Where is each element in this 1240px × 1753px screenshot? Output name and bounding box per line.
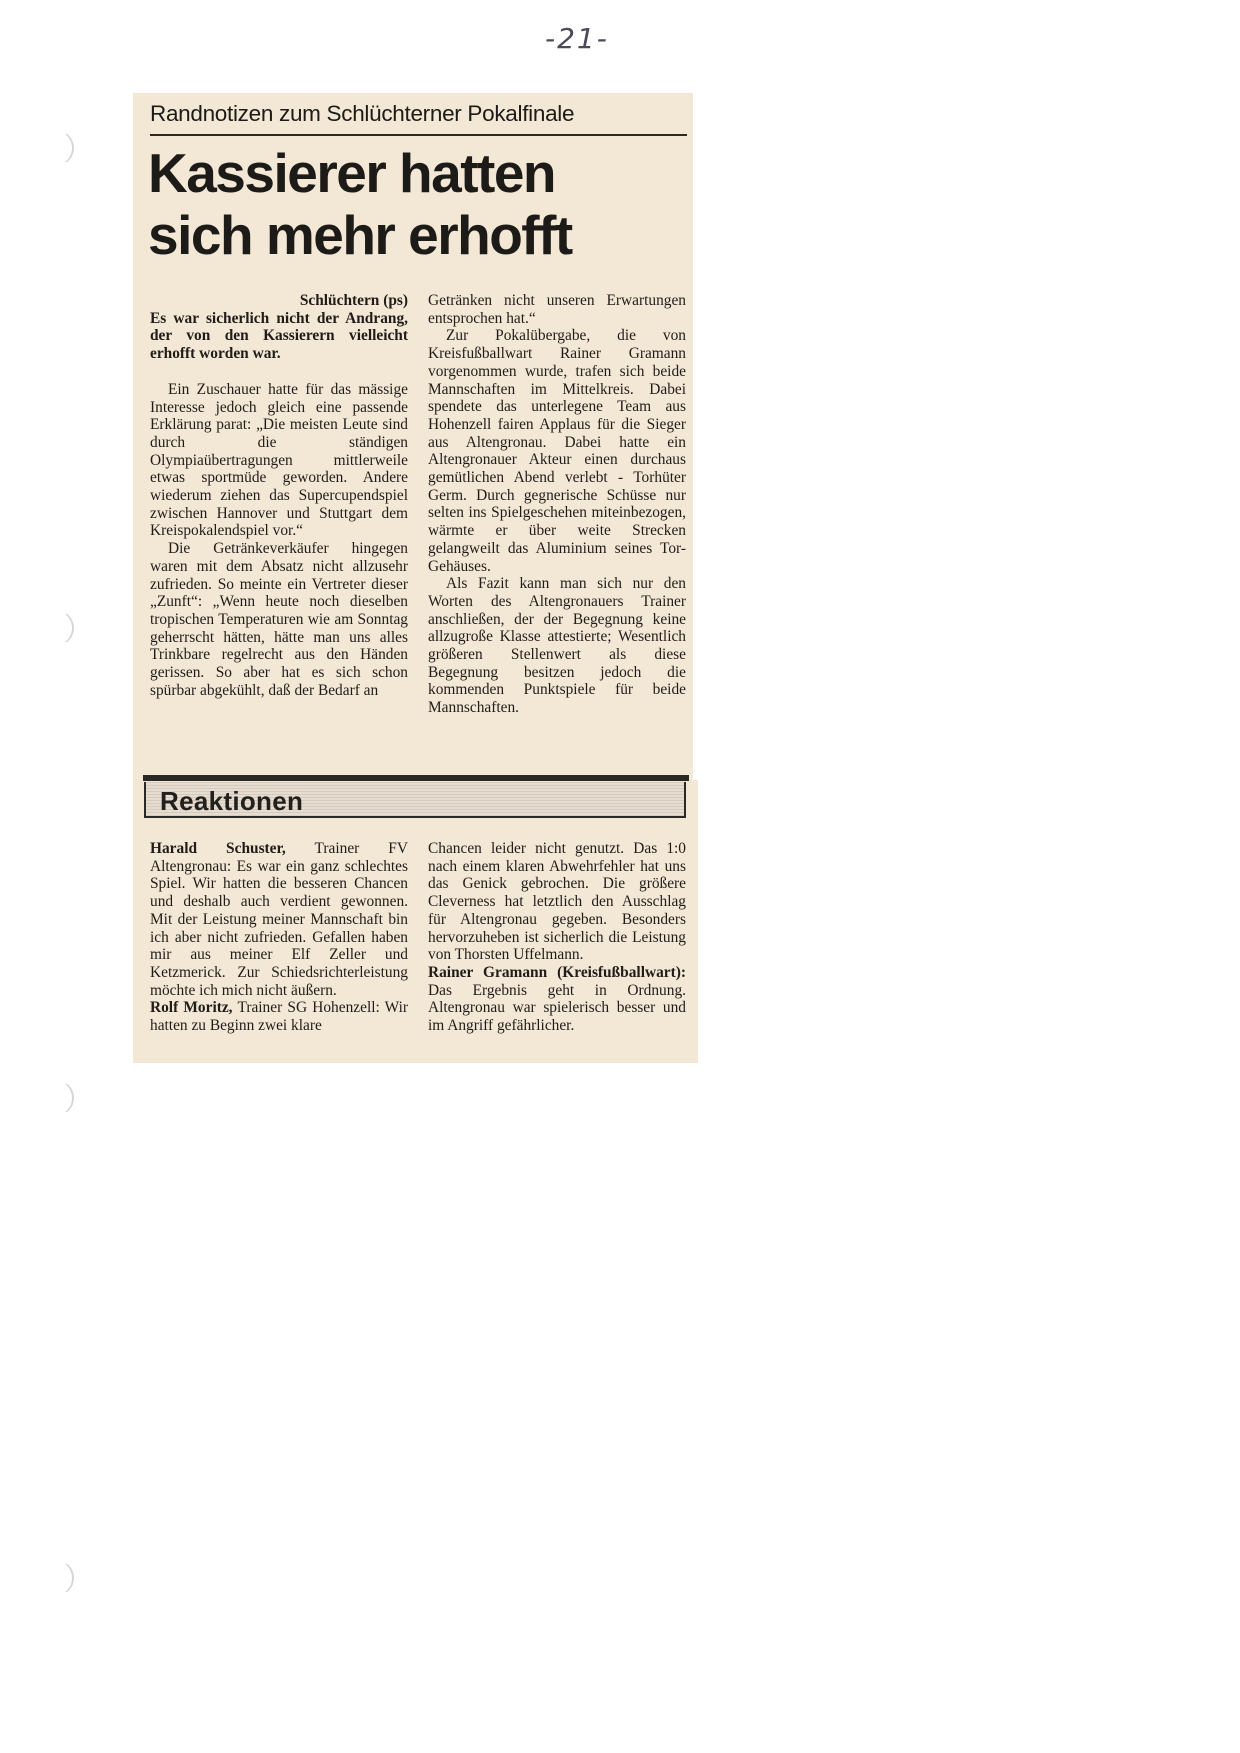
article-kicker: Randnotizen zum Schlüchterner Pokalfinale bbox=[150, 101, 575, 126]
punch-hole-mark bbox=[38, 1560, 74, 1596]
article-paragraph: Die Getränkeverkäufer hingegen waren mit dem Absatz nicht allzusehr zufrieden. So meinte ein Vertreter dieser „Zunft“: „Wenn heute noch dieselben tropischen Temperaturen wie am Sonntag geherrscht hätten, hätte man uns alles Trinkbare regelrecht aus den Händen gerissen. So aber hat es sich schon spürbar abgekühlt, daß der Bedarf an bbox=[150, 540, 408, 699]
section-title: Reaktionen bbox=[160, 786, 304, 816]
reaction-entry bbox=[428, 840, 686, 964]
reactions-column-1 bbox=[150, 840, 408, 1035]
headline-line-2: sich mehr erhofft bbox=[148, 204, 572, 266]
article-lead: Es war sicherlich nicht der Andrang, der von den Kassierern vielleicht erhofft worden war. bbox=[150, 309, 408, 363]
punch-hole-mark bbox=[38, 130, 74, 166]
article-column-1 bbox=[150, 292, 408, 699]
reaction-text: Trainer FV Altengronau: Es war ein ganz schlechtes Spiel. Wir hatten die besseren Chancen und deshalb auch verdient gewonnen. Mit der Leistung meiner Mannschaft bin ich aber nicht zufrieden. Gefallen haben mir aus meiner Elf Zeller und Ketzmerick. Zur Schiedsrichterleistung möchte ich mich nicht äußern. bbox=[150, 840, 408, 999]
article-column-2 bbox=[428, 292, 686, 717]
reaction-entry bbox=[150, 840, 408, 999]
article-paragraph: Getränken nicht unseren Erwartungen entsprochen hat.“ bbox=[428, 292, 686, 327]
section-rule bbox=[143, 775, 689, 781]
page-number: -21- bbox=[545, 22, 609, 55]
article-paragraph: Als Fazit kann man sich nur den Worten des Altengronauers Trainer anschließen, der der Begegnung keine allzugroße Klasse attestierte; Wesentlich größeren Stellenwert als diese Begegnung besitzen jedoch die kommenden Punktspiele für beide Mannschaften. bbox=[428, 575, 686, 717]
kicker-rule bbox=[150, 134, 687, 136]
reaction-text: Chancen leider nicht genutzt. Das 1:0 nach einem klaren Abwehrfehler hat uns das Genick gebrochen. Die größere Cleverness hat letztlich den Ausschlag für Altengronau gegeben. Besonders hervorzuheben ist sicherlich die Leistung von Thorsten Uffelmann. bbox=[428, 840, 686, 964]
reaction-speaker: Rolf Moritz, bbox=[150, 999, 233, 1017]
dateline: Schlüchtern (ps) bbox=[299, 292, 408, 309]
reaction-text: Das Ergebnis geht in Ordnung. Altengronau war spielerisch besser und im Angriff gefährlicher. bbox=[428, 981, 686, 1035]
article-paragraph: Zur Pokalübergabe, die von Kreisfußballwart Rainer Gramann vorgenommen wurde, trafen sich beide Mannschaften im Mittelkreis. Dabei spendete das unterlegene Team aus Hohenzell fairen Applaus für die Sieger aus Altengronau. Dabei hatte ein Altengronauer Akteur einen durchaus gemütlichen Abend verlebt - Torhüter Germ. Durch gegnerische Schüsse nur selten ins Spielgeschehen miteinbezogen, wärmte er über weite Strecken gelangweilt das Aluminium seines Tor-Gehäuses. bbox=[428, 327, 686, 575]
reaction-speaker: Rainer Gramann (Kreisfußballwart): bbox=[428, 963, 686, 981]
article-headline bbox=[148, 142, 572, 266]
headline-line-1: Kassierer hatten bbox=[148, 142, 556, 204]
reaction-entry bbox=[428, 964, 686, 1035]
reaction-text: Trainer SG Hohenzell: Wir hatten zu Beginn zwei klare bbox=[150, 999, 408, 1035]
punch-hole-mark bbox=[38, 610, 74, 646]
reaction-speaker: Harald Schuster, bbox=[150, 840, 286, 857]
punch-hole-mark bbox=[38, 1080, 74, 1116]
article-paragraph: Ein Zuschauer hatte für das mässige Interesse jedoch gleich eine passende Erklärung parat: „Die meisten Leute sind durch die ständigen Olympiaübertragungen mittlerweile etwas sportmüde geworden. Andere wiederum ziehen das Supercupendspiel zwischen Hannover und Stuttgart dem Kreispokalendspiel vor.“ bbox=[150, 380, 408, 540]
reaction-entry bbox=[150, 999, 408, 1034]
reactions-column-2 bbox=[428, 840, 686, 1035]
